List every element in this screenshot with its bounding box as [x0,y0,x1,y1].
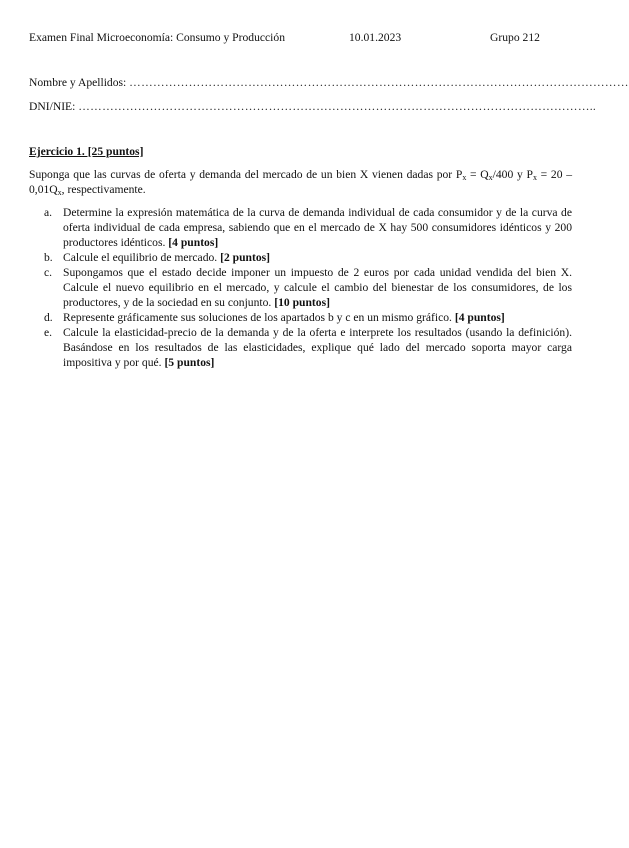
exercise-intro: Suponga que las curvas de oferta y demanda del mercado de un bien X vienen dadas por $P_x = Q_x/400$ y $P_x = 20 - 0,01Q_x$, respectivamente. [29,168,572,197]
item-text: Determine la expresión matemática de la curva de demanda individual de cada consumidor y de la curva de oferta individual de cada empresa, sabiendo que en el mercado de X hay 500 consumidores idénticos y 200 productores idénticos. [63,206,572,249]
item-points: [2 puntos] [220,251,271,264]
item-text: Represente gráficamente sus soluciones de los apartados b y c en un mismo gráfico. [63,311,455,324]
question-item-a [29,205,572,250]
page-header [29,30,574,45]
item-marker: e. [44,326,53,339]
dni-field-row [29,99,597,114]
item-points: [4 puntos] [168,236,219,249]
item-text: Calcule el equilibrio de mercado. [63,251,221,264]
item-points: [10 puntos] [274,296,330,309]
item-marker: a. [44,206,53,219]
dni-fill-line: ………………………………………………………………………………………………………………….. [78,100,597,113]
exercise-title: Ejercicio 1. [25 puntos] [29,145,144,158]
exam-title: Examen Final Microeconomía: Consumo y Producción [29,31,285,44]
item-points: [4 puntos] [454,311,505,324]
question-item-c [29,265,572,310]
question-list [29,205,572,370]
dni-label: DNI/NIE: [29,100,76,113]
question-item-b [29,250,572,265]
item-marker: c. [44,266,53,279]
exam-date: 10.01.2023 [349,31,402,44]
exam-group: Grupo 212 [490,31,540,44]
name-fill-line: ……………………………………………………………………………………………………………… [129,76,629,89]
item-marker: d. [44,311,53,324]
item-text: Supongamos que el estado decide imponer un impuesto de 2 euros por cada unidad vendida del bien X. Calcule el nuevo equilibrio en el mercado, y calcule el cambio del bienestar de los consumidores, de los productores, y de la sociedad en su conjunto. [63,266,572,309]
name-label: Nombre y Apellidos: [29,76,127,89]
item-marker: b. [44,251,53,264]
question-item-d [29,310,572,325]
name-field-row [29,75,629,90]
item-text: Calcule la elasticidad-precio de la demanda y de la oferta e interprete los resultados (usando la definición). Basándose en los resultados de las elasticidades, explique qué lado del mercado soporta mayor carga impositiva y por qué. [63,326,572,369]
item-points: [5 puntos] [164,356,215,369]
question-item-e [29,325,572,370]
